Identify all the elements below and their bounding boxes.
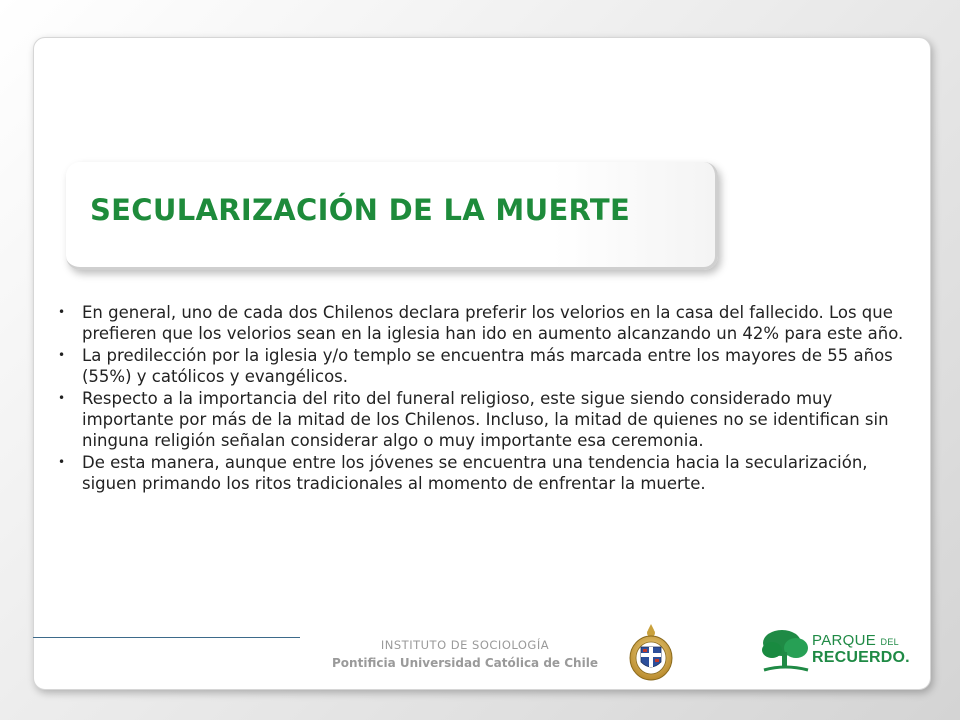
footer-institution bbox=[300, 636, 630, 672]
bullet-icon: • bbox=[58, 455, 66, 469]
university-crest-icon bbox=[628, 622, 674, 682]
parque-del-recuerdo-logo bbox=[812, 633, 910, 666]
bullet-text: Respecto a la importancia del rito del funeral religioso, este sigue siendo considerado muy importante por más de la mitad de los Chilenos. Incluso, la mitad de quienes no se identifican sin ninguna religión señalan considerar algo o muy importante esa ceremonia. bbox=[82, 389, 889, 450]
list-item bbox=[55, 452, 910, 494]
logo-word-recuerdo: RECUERDO. bbox=[812, 649, 910, 666]
footer-divider bbox=[33, 637, 300, 638]
bullet-list bbox=[55, 302, 910, 495]
logo-word-del: DEL bbox=[880, 637, 899, 647]
bullet-text: En general, uno de cada dos Chilenos declara preferir los velorios en la casa del fallecido. Los que prefieren que los velorios sean en la iglesia han ido en aumento alcanzando un 42% para este año. bbox=[82, 303, 904, 343]
bullet-icon: • bbox=[58, 391, 66, 405]
logo-word-parque: PARQUE bbox=[812, 632, 877, 649]
bullet-icon: • bbox=[58, 348, 66, 362]
list-item bbox=[55, 302, 910, 344]
list-item bbox=[55, 345, 910, 387]
slide-title: SECULARIZACIÓN DE LA MUERTE bbox=[90, 193, 631, 227]
institute-name: INSTITUTO DE SOCIOLOGÍA bbox=[380, 638, 550, 652]
bullet-icon: • bbox=[58, 305, 66, 319]
bullet-text: De esta manera, aunque entre los jóvenes se encuentra una tendencia hacia la secularización, siguen primando los ritos tradicionales al momento de enfrentar la muerte. bbox=[82, 453, 868, 493]
university-name: Pontificia Universidad Católica de Chile bbox=[332, 656, 598, 670]
bullet-text: La predilección por la iglesia y/o templo se encuentra más marcada entre los mayores de 55 años (55%) y católicos y evangélicos. bbox=[82, 346, 893, 386]
list-item bbox=[55, 388, 910, 451]
